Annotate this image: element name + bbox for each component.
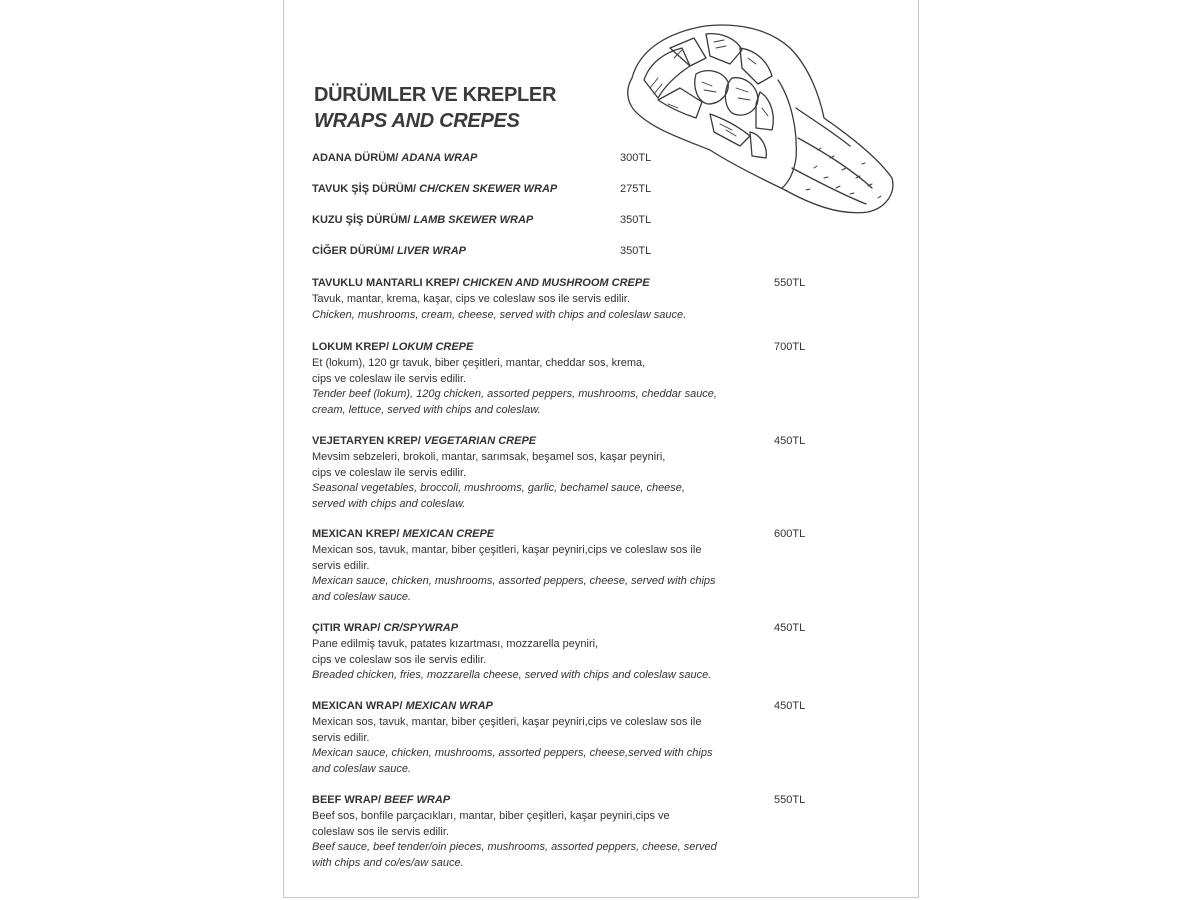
item-name-en: CH/CKEN SKEWER WRAP: [419, 183, 558, 195]
item-desc-tr: coleslaw sos ile servis edilir.: [312, 825, 449, 838]
item-desc-tr: Beef sos, bonfile parçacıkları, mantar, biber çeşitleri, kaşar peyniri,cips ve: [312, 809, 670, 822]
item-name-tr: KUZU ŞİŞ DÜRÜM/: [312, 214, 414, 226]
menu-item-citir-wrap: [312, 621, 812, 684]
section-title-english: WRAPS AND CREPES: [314, 110, 520, 132]
menu-item-mexican-krep: [312, 527, 812, 606]
item-desc-en: Chicken, mushrooms, cream, cheese, served with chips and coleslaw sauce.: [312, 308, 687, 321]
menu-item-beef-wrap: [312, 793, 812, 872]
menu-item-lokum-krep: [312, 340, 812, 419]
item-desc-tr: Tavuk, mantar, krema, kaşar, cips ve coleslaw sos ile servis edilir.: [312, 292, 630, 305]
item-name-tr: ÇITIR WRAP/: [312, 622, 384, 634]
item-desc-en: Beef sauce, beef tender/oin pieces, mushrooms, assorted peppers, cheese, served: [312, 841, 717, 854]
item-name-tr: BEEF WRAP/: [312, 794, 385, 806]
item-title: [312, 621, 812, 637]
item-name-tr: TAVUKLU MANTARLI KREP/: [312, 277, 463, 289]
item-desc-tr: Mevsim sebzeleri, brokoli, mantar, sarımsak, beşamel sos, kaşar peyniri,: [312, 450, 666, 463]
menu-item-ciger-durum: [312, 245, 672, 261]
item-name-tr: CİĞER DÜRÜM/: [312, 245, 397, 257]
item-name-en: VEGETARIAN CREPE: [423, 435, 537, 447]
item-desc-tr: servis edilir.: [312, 559, 370, 572]
menu-item-tavuklu-mantarli-krep: [312, 276, 812, 323]
item-name-en: CHICKEN AND MUSHROOM CREPE: [462, 277, 650, 289]
item-desc-en: cream, lettuce, served with chips and coleslaw.: [312, 404, 541, 417]
item-title: [312, 527, 812, 543]
item-desc-en: with chips and co/es/aw sauce.: [312, 857, 464, 870]
item-desc-tr: servis edilir.: [312, 731, 370, 744]
item-name-tr: ADANA DÜRÜM/: [312, 152, 402, 164]
menu-item-kuzu-sis-durum: [312, 214, 672, 230]
section-title-turkish: DÜRÜMLER VE KREPLER: [314, 84, 557, 106]
item-name-tr: VEJETARYEN KREP/: [312, 435, 424, 447]
menu-item-adana-durum: [312, 152, 672, 168]
item-name-tr: MEXICAN WRAP/: [312, 700, 406, 712]
item-price: 550TL: [774, 277, 806, 289]
item-price: 300TL: [620, 152, 652, 164]
item-price: 450TL: [774, 700, 806, 712]
item-desc-en: and coleslaw sauce.: [312, 763, 412, 776]
item-price: 450TL: [774, 435, 806, 447]
item-name-en: ADANA WRAP: [401, 152, 478, 164]
item-price: 275TL: [620, 183, 652, 195]
item-name-en: CR/SPYWRAP: [383, 622, 459, 634]
item-desc-tr: Mexican sos, tavuk, mantar, biber çeşitleri, kaşar peyniri,cips ve coleslaw sos ile: [312, 543, 702, 556]
item-desc-tr: cips ve coleslaw ile servis edilir.: [312, 466, 467, 479]
menu-item-vejetaryen-krep: [312, 434, 812, 513]
item-name-en: MEXICAN CREPE: [402, 528, 495, 540]
menu-item-tavuk-sis-durum: [312, 183, 672, 199]
item-name-en: LIVER WRAP: [396, 245, 467, 257]
item-name-en: LAMB SKEWER WRAP: [413, 214, 534, 226]
item-title: [312, 699, 812, 715]
item-desc-tr: Pane edilmiş tavuk, patates kızartması, mozzarella peyniri,: [312, 637, 599, 650]
item-desc-tr: Et (lokum), 120 gr tavuk, biber çeşitleri, mantar, cheddar sos, krema,: [312, 356, 646, 369]
item-title: [312, 276, 812, 292]
item-price: 700TL: [774, 341, 806, 353]
item-name-tr: MEXICAN KREP/: [312, 528, 403, 540]
item-desc-tr: Mexican sos, tavuk, mantar, biber çeşitleri, kaşar peyniri,cips ve coleslaw sos ile: [312, 715, 702, 728]
item-desc-en: served with chips and coleslaw.: [312, 498, 466, 511]
item-title: [312, 793, 812, 809]
item-name-en: BEEF WRAP: [384, 794, 451, 806]
item-name-tr: TAVUK ŞİŞ DÜRÜM/: [312, 183, 420, 195]
item-price: 550TL: [774, 794, 806, 806]
item-price: 450TL: [774, 622, 806, 634]
item-desc-en: Seasonal vegetables, broccoli, mushrooms, garlic, bechamel sauce, cheese,: [312, 482, 685, 495]
item-name-en: MEXICAN WRAP: [405, 700, 493, 712]
item-desc-en: Mexican sauce, chicken, mushrooms, assorted peppers, cheese, served with chips: [312, 575, 716, 588]
item-price: 350TL: [620, 245, 652, 257]
item-desc-en: Tender beef (lokum), 120g chicken, assorted peppers, mushrooms, cheddar sauce,: [312, 388, 717, 401]
item-desc-tr: cips ve coleslaw ile servis edilir.: [312, 372, 467, 385]
item-desc-en: and coleslaw sauce.: [312, 591, 412, 604]
item-name-tr: LOKUM KREP/: [312, 341, 393, 353]
menu-item-mexican-wrap: [312, 699, 812, 778]
item-desc-en: Breaded chicken, fries, mozzarella cheese, served with chips and coleslaw sauce.: [312, 669, 712, 682]
item-title: [312, 434, 812, 450]
item-desc-en: Mexican sauce, chicken, mushrooms, assorted peppers, cheese,served with chips: [312, 747, 713, 760]
item-name-en: LOKUM CREPE: [392, 341, 474, 353]
item-desc-tr: cips ve coleslaw sos ile servis edilir.: [312, 653, 487, 666]
item-price: 600TL: [774, 528, 806, 540]
item-price: 350TL: [620, 214, 652, 226]
item-title: [312, 340, 812, 356]
